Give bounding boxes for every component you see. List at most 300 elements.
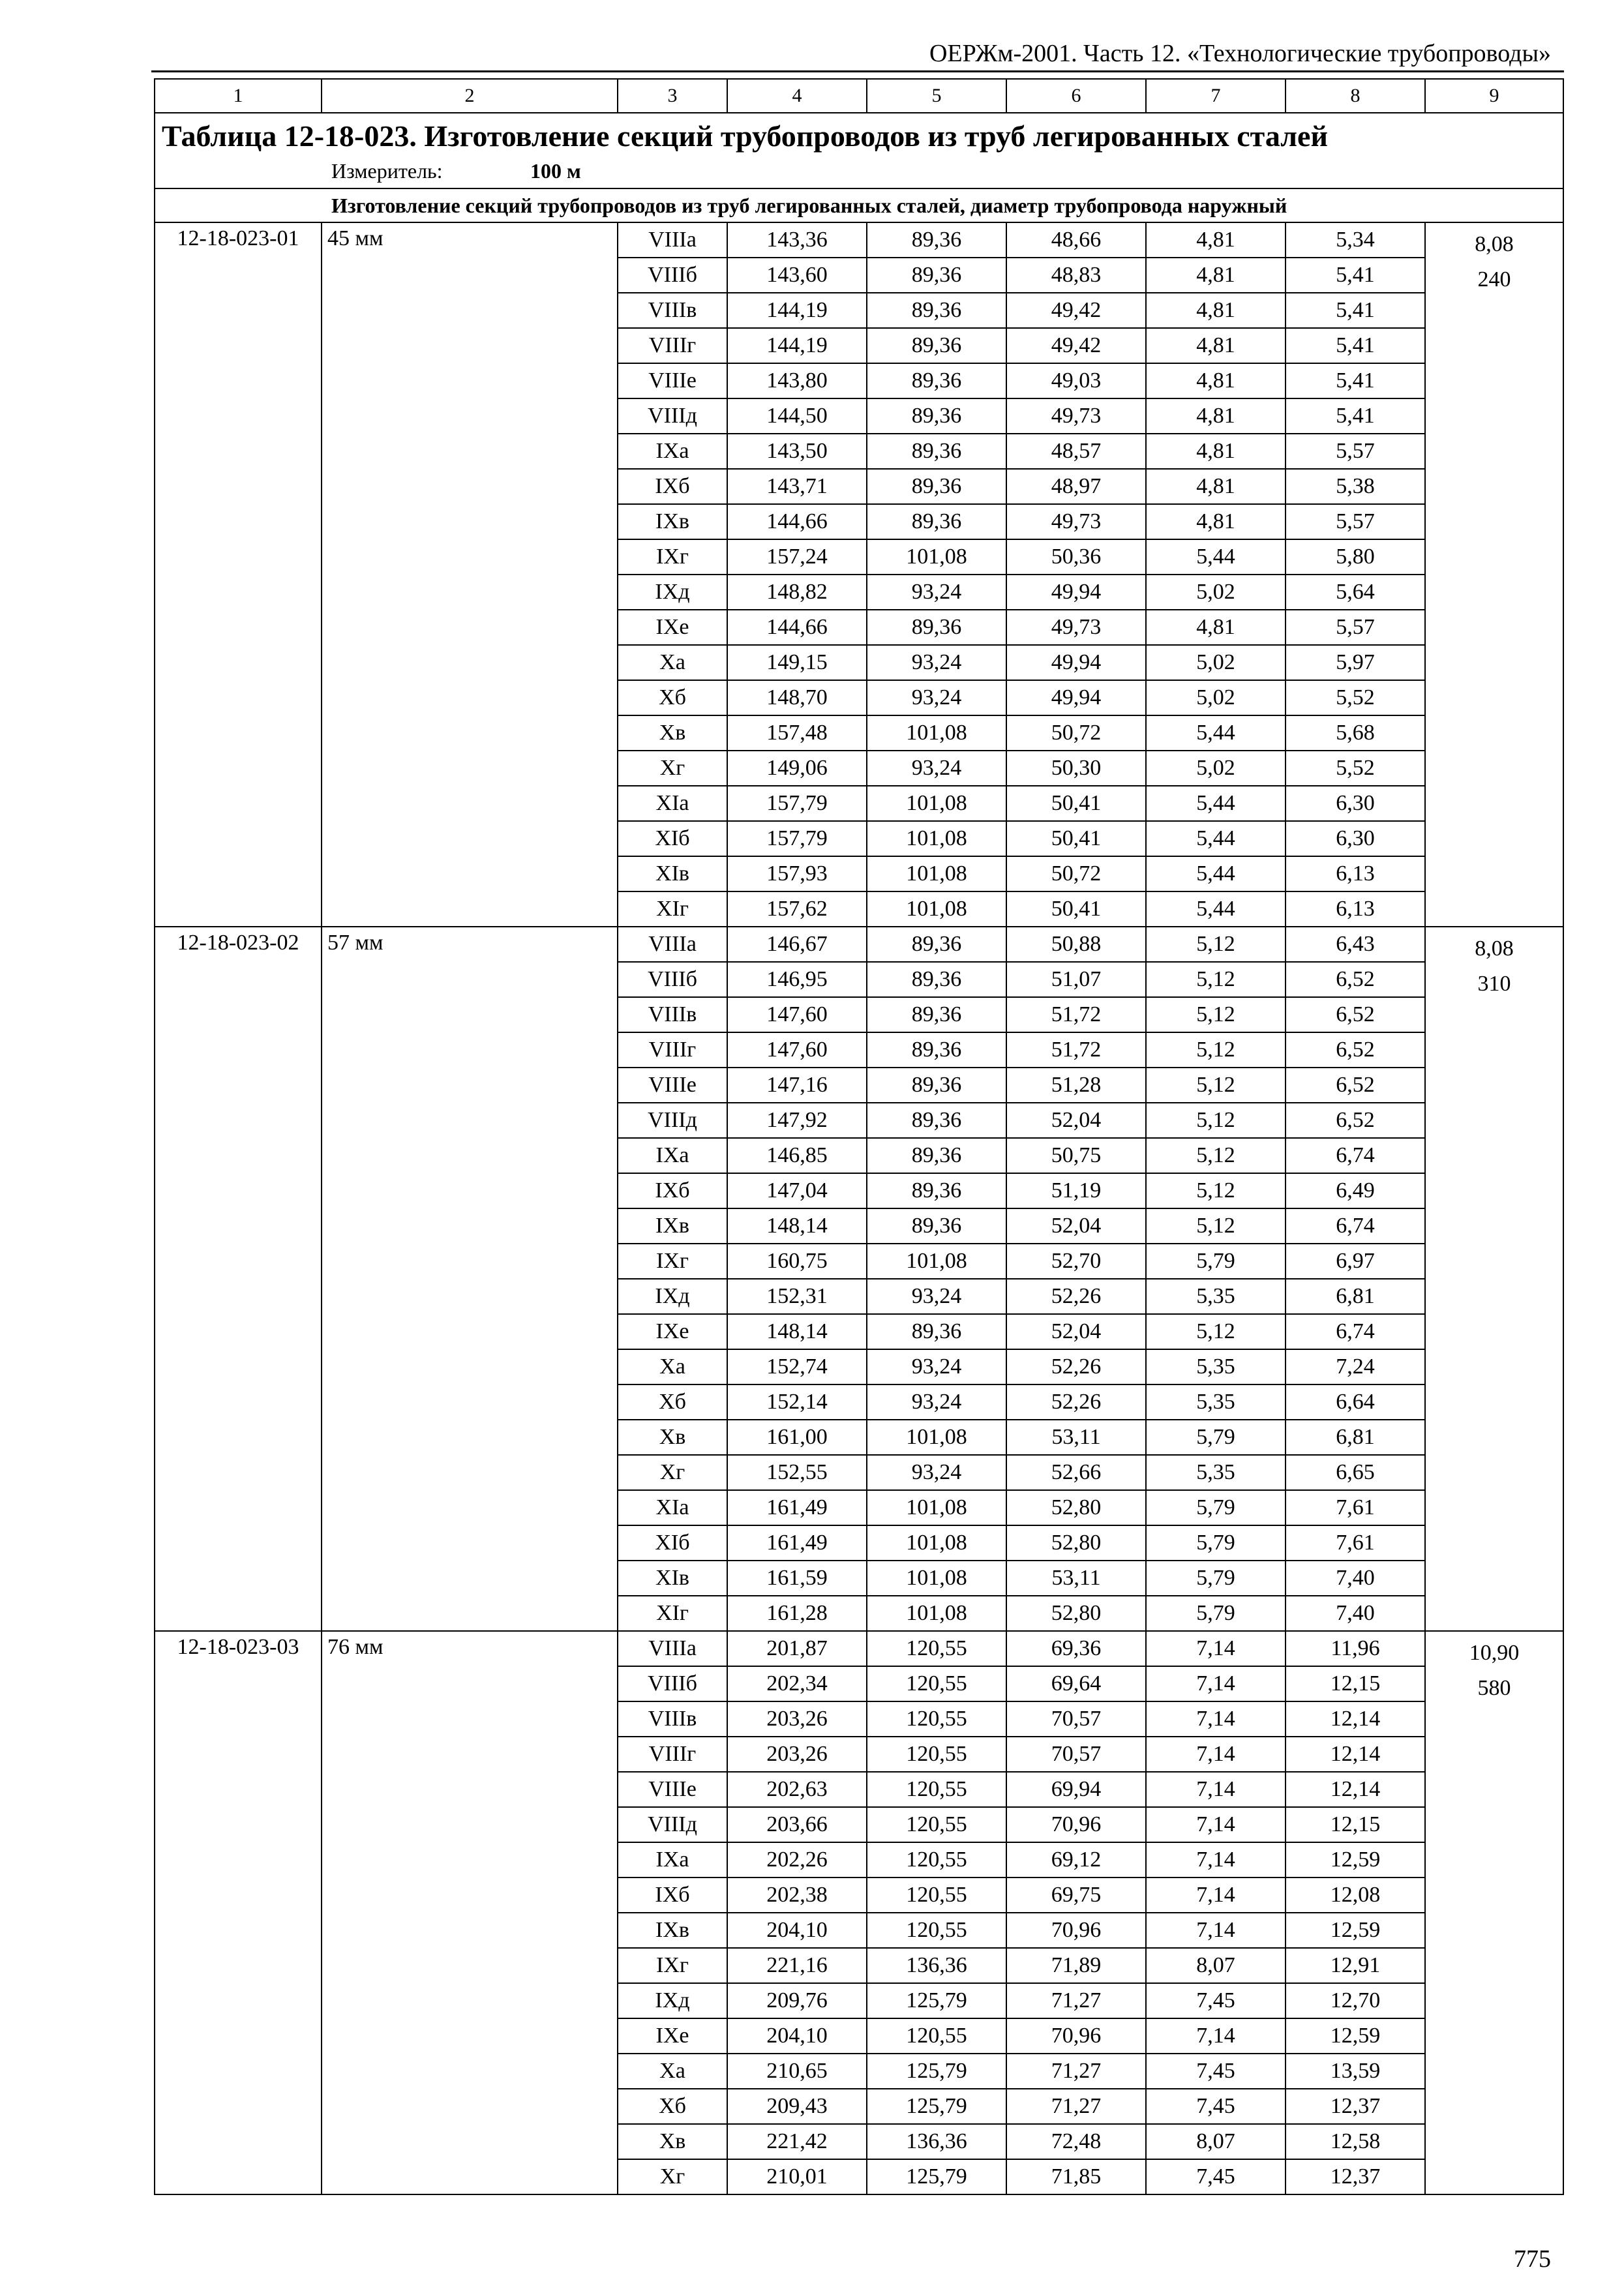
materials-cost: 5,52 xyxy=(1286,680,1425,715)
machine-cost: 69,12 xyxy=(1006,1842,1146,1878)
total-cost: 144,19 xyxy=(727,293,867,328)
wages-cost: 89,36 xyxy=(867,610,1006,645)
wages-cost: 101,08 xyxy=(867,786,1006,821)
machine-cost: 51,19 xyxy=(1006,1173,1146,1208)
materials-cost: 6,13 xyxy=(1286,891,1425,927)
materials-cost: 6,74 xyxy=(1286,1138,1425,1173)
machine-cost: 52,26 xyxy=(1006,1384,1146,1420)
total-cost: 143,60 xyxy=(727,258,867,293)
steel-group: IXб xyxy=(618,1173,727,1208)
machinist-wages: 7,45 xyxy=(1146,2089,1286,2124)
machine-cost: 71,85 xyxy=(1006,2159,1146,2194)
wages-cost: 93,24 xyxy=(867,575,1006,610)
steel-group: IXд xyxy=(618,575,727,610)
pipe-diameter: 45 мм xyxy=(322,222,618,927)
materials-cost: 12,58 xyxy=(1286,2124,1425,2159)
machine-cost: 49,94 xyxy=(1006,575,1146,610)
total-cost: 209,76 xyxy=(727,1983,867,2018)
materials-cost: 5,57 xyxy=(1286,610,1425,645)
wages-cost: 120,55 xyxy=(867,1772,1006,1807)
machinist-wages: 5,35 xyxy=(1146,1384,1286,1420)
total-cost: 203,26 xyxy=(727,1701,867,1737)
machine-cost: 70,96 xyxy=(1006,1807,1146,1842)
machine-cost: 71,27 xyxy=(1006,1983,1146,2018)
machine-cost: 52,26 xyxy=(1006,1349,1146,1384)
total-cost: 161,59 xyxy=(727,1561,867,1596)
steel-group: XIб xyxy=(618,1525,727,1561)
machinist-wages: 5,12 xyxy=(1146,1138,1286,1173)
machine-cost: 50,41 xyxy=(1006,891,1146,927)
materials-cost: 5,57 xyxy=(1286,504,1425,539)
steel-group: VIIIб xyxy=(618,962,727,997)
materials-cost: 6,81 xyxy=(1286,1420,1425,1455)
machinist-wages: 7,14 xyxy=(1146,2018,1286,2054)
machinist-wages: 7,14 xyxy=(1146,1631,1286,1666)
mass-value: 240 xyxy=(1477,267,1511,292)
total-cost: 204,10 xyxy=(727,2018,867,2054)
table-row xyxy=(155,222,1563,258)
total-cost: 210,01 xyxy=(727,2159,867,2194)
machinist-wages: 4,81 xyxy=(1146,610,1286,645)
wages-cost: 89,36 xyxy=(867,962,1006,997)
machine-cost: 50,30 xyxy=(1006,751,1146,786)
total-cost: 161,49 xyxy=(727,1490,867,1525)
machine-cost: 52,04 xyxy=(1006,1314,1146,1349)
materials-cost: 11,96 xyxy=(1286,1631,1425,1666)
machinist-wages: 5,44 xyxy=(1146,715,1286,751)
machine-cost: 50,72 xyxy=(1006,715,1146,751)
steel-group: IXа xyxy=(618,1842,727,1878)
machine-cost: 72,48 xyxy=(1006,2124,1146,2159)
labor-value: 8,08 xyxy=(1475,936,1514,961)
steel-group: VIIIг xyxy=(618,328,727,363)
steel-group: VIIIд xyxy=(618,398,727,434)
materials-cost: 12,08 xyxy=(1286,1878,1425,1913)
materials-cost: 12,70 xyxy=(1286,1983,1425,2018)
steel-group: XIв xyxy=(618,1561,727,1596)
machine-cost: 49,94 xyxy=(1006,645,1146,680)
labor-and-mass xyxy=(1425,927,1563,1631)
wages-cost: 120,55 xyxy=(867,1842,1006,1878)
total-cost: 143,80 xyxy=(727,363,867,398)
wages-cost: 120,55 xyxy=(867,1701,1006,1737)
total-cost: 203,66 xyxy=(727,1807,867,1842)
machinist-wages: 7,14 xyxy=(1146,1701,1286,1737)
wages-cost: 120,55 xyxy=(867,1913,1006,1948)
machine-cost: 49,42 xyxy=(1006,328,1146,363)
machinist-wages: 7,14 xyxy=(1146,1807,1286,1842)
machine-cost: 52,26 xyxy=(1006,1279,1146,1314)
machine-cost: 52,80 xyxy=(1006,1596,1146,1631)
table-title-cell xyxy=(155,113,1563,188)
norm-code: 12-18-023-02 xyxy=(155,927,322,1631)
materials-cost: 7,24 xyxy=(1286,1349,1425,1384)
machinist-wages: 5,35 xyxy=(1146,1349,1286,1384)
materials-cost: 5,64 xyxy=(1286,575,1425,610)
machinist-wages: 5,12 xyxy=(1146,1103,1286,1138)
wages-cost: 89,36 xyxy=(867,997,1006,1032)
total-cost: 147,60 xyxy=(727,1032,867,1068)
machine-cost: 52,70 xyxy=(1006,1244,1146,1279)
machine-cost: 52,04 xyxy=(1006,1103,1146,1138)
mass-value: 580 xyxy=(1477,1676,1511,1700)
wages-cost: 93,24 xyxy=(867,1349,1006,1384)
steel-group: VIIIа xyxy=(618,1631,727,1666)
steel-group: IXв xyxy=(618,504,727,539)
wages-cost: 89,36 xyxy=(867,1173,1006,1208)
machinist-wages: 5,12 xyxy=(1146,1032,1286,1068)
wages-cost: 120,55 xyxy=(867,1666,1006,1701)
machine-cost: 69,75 xyxy=(1006,1878,1146,1913)
steel-group: IXе xyxy=(618,1314,727,1349)
materials-cost: 12,15 xyxy=(1286,1666,1425,1701)
machine-cost: 48,57 xyxy=(1006,434,1146,469)
wages-cost: 89,36 xyxy=(867,328,1006,363)
total-cost: 148,14 xyxy=(727,1314,867,1349)
machine-cost: 69,94 xyxy=(1006,1772,1146,1807)
page-number: 775 xyxy=(1514,2245,1551,2273)
machinist-wages: 5,44 xyxy=(1146,856,1286,891)
machine-cost: 50,41 xyxy=(1006,786,1146,821)
column-number-row xyxy=(155,79,1563,113)
machine-cost: 50,41 xyxy=(1006,821,1146,856)
wages-cost: 120,55 xyxy=(867,1878,1006,1913)
materials-cost: 7,40 xyxy=(1286,1596,1425,1631)
total-cost: 221,42 xyxy=(727,2124,867,2159)
materials-cost: 12,37 xyxy=(1286,2159,1425,2194)
column-number: 1 xyxy=(155,79,322,113)
machine-cost: 48,66 xyxy=(1006,222,1146,258)
machinist-wages: 7,14 xyxy=(1146,1666,1286,1701)
total-cost: 157,62 xyxy=(727,891,867,927)
wages-cost: 120,55 xyxy=(867,1737,1006,1772)
wages-cost: 101,08 xyxy=(867,856,1006,891)
steel-group: Xб xyxy=(618,1384,727,1420)
materials-cost: 12,91 xyxy=(1286,1948,1425,1983)
machine-cost: 52,80 xyxy=(1006,1525,1146,1561)
steel-group: IXе xyxy=(618,2018,727,2054)
machine-cost: 49,03 xyxy=(1006,363,1146,398)
wages-cost: 136,36 xyxy=(867,1948,1006,1983)
labor-and-mass xyxy=(1425,222,1563,927)
materials-cost: 5,41 xyxy=(1286,398,1425,434)
materials-cost: 5,38 xyxy=(1286,469,1425,504)
machine-cost: 52,04 xyxy=(1006,1208,1146,1244)
materials-cost: 6,30 xyxy=(1286,786,1425,821)
steel-group: Xа xyxy=(618,2054,727,2089)
column-number: 9 xyxy=(1425,79,1563,113)
machinist-wages: 4,81 xyxy=(1146,434,1286,469)
machinist-wages: 5,44 xyxy=(1146,821,1286,856)
wages-cost: 89,36 xyxy=(867,1068,1006,1103)
materials-cost: 6,52 xyxy=(1286,1068,1425,1103)
steel-group: Xг xyxy=(618,751,727,786)
materials-cost: 12,59 xyxy=(1286,1913,1425,1948)
steel-group: VIIIв xyxy=(618,997,727,1032)
wages-cost: 89,36 xyxy=(867,504,1006,539)
pipe-diameter: 76 мм xyxy=(322,1631,618,2194)
unit-row xyxy=(162,155,1563,188)
machinist-wages: 7,14 xyxy=(1146,1878,1286,1913)
wages-cost: 89,36 xyxy=(867,1103,1006,1138)
wages-cost: 120,55 xyxy=(867,1631,1006,1666)
steel-group: VIIIв xyxy=(618,293,727,328)
materials-cost: 6,43 xyxy=(1286,927,1425,962)
table-row xyxy=(155,1631,1563,1666)
machine-cost: 52,80 xyxy=(1006,1490,1146,1525)
total-cost: 157,24 xyxy=(727,539,867,575)
machine-cost: 48,83 xyxy=(1006,258,1146,293)
machine-cost: 51,28 xyxy=(1006,1068,1146,1103)
wages-cost: 89,36 xyxy=(867,222,1006,258)
materials-cost: 12,14 xyxy=(1286,1737,1425,1772)
steel-group: IXв xyxy=(618,1913,727,1948)
machinist-wages: 7,14 xyxy=(1146,1842,1286,1878)
total-cost: 157,79 xyxy=(727,821,867,856)
total-cost: 147,92 xyxy=(727,1103,867,1138)
machinist-wages: 4,81 xyxy=(1146,363,1286,398)
total-cost: 152,74 xyxy=(727,1349,867,1384)
machinist-wages: 5,02 xyxy=(1146,575,1286,610)
materials-cost: 7,40 xyxy=(1286,1561,1425,1596)
machinist-wages: 5,79 xyxy=(1146,1561,1286,1596)
steel-group: IXг xyxy=(618,1244,727,1279)
machinist-wages: 5,12 xyxy=(1146,962,1286,997)
machine-cost: 69,36 xyxy=(1006,1631,1146,1666)
steel-group: XIг xyxy=(618,1596,727,1631)
wages-cost: 101,08 xyxy=(867,1490,1006,1525)
materials-cost: 5,41 xyxy=(1286,293,1425,328)
total-cost: 210,65 xyxy=(727,2054,867,2089)
machinist-wages: 4,81 xyxy=(1146,328,1286,363)
total-cost: 202,34 xyxy=(727,1666,867,1701)
materials-cost: 6,49 xyxy=(1286,1173,1425,1208)
materials-cost: 6,52 xyxy=(1286,1103,1425,1138)
materials-cost: 5,57 xyxy=(1286,434,1425,469)
wages-cost: 89,36 xyxy=(867,469,1006,504)
table-title-row xyxy=(155,113,1563,188)
labor-value: 10,90 xyxy=(1469,1641,1520,1665)
machine-cost: 70,96 xyxy=(1006,2018,1146,2054)
wages-cost: 89,36 xyxy=(867,258,1006,293)
materials-cost: 6,97 xyxy=(1286,1244,1425,1279)
machine-cost: 49,73 xyxy=(1006,504,1146,539)
materials-cost: 5,97 xyxy=(1286,645,1425,680)
materials-cost: 6,52 xyxy=(1286,962,1425,997)
total-cost: 201,87 xyxy=(727,1631,867,1666)
machine-cost: 51,72 xyxy=(1006,1032,1146,1068)
machinist-wages: 5,79 xyxy=(1146,1420,1286,1455)
total-cost: 160,75 xyxy=(727,1244,867,1279)
wages-cost: 136,36 xyxy=(867,2124,1006,2159)
total-cost: 147,16 xyxy=(727,1068,867,1103)
wages-cost: 93,24 xyxy=(867,645,1006,680)
wages-cost: 101,08 xyxy=(867,821,1006,856)
mass-value: 310 xyxy=(1477,972,1511,996)
total-cost: 147,60 xyxy=(727,997,867,1032)
machine-cost: 49,73 xyxy=(1006,398,1146,434)
total-cost: 157,79 xyxy=(727,786,867,821)
machinist-wages: 5,12 xyxy=(1146,1068,1286,1103)
steel-group: VIIIд xyxy=(618,1807,727,1842)
machine-cost: 48,97 xyxy=(1006,469,1146,504)
column-number: 3 xyxy=(618,79,727,113)
machinist-wages: 5,12 xyxy=(1146,1208,1286,1244)
materials-cost: 6,74 xyxy=(1286,1208,1425,1244)
machine-cost: 49,42 xyxy=(1006,293,1146,328)
total-cost: 146,85 xyxy=(727,1138,867,1173)
machine-cost: 50,36 xyxy=(1006,539,1146,575)
total-cost: 161,00 xyxy=(727,1420,867,1455)
machine-cost: 52,66 xyxy=(1006,1455,1146,1490)
machine-cost: 71,89 xyxy=(1006,1948,1146,1983)
column-number: 5 xyxy=(867,79,1006,113)
table-title: Таблица 12-18-023. Изготовление секций трубопроводов из труб легированных сталей xyxy=(162,119,1328,153)
page-header: ОЕРЖм-2001. Часть 12. «Технологические трубопроводы» xyxy=(929,40,1551,67)
machinist-wages: 5,02 xyxy=(1146,645,1286,680)
table-row xyxy=(155,927,1563,962)
wages-cost: 89,36 xyxy=(867,1314,1006,1349)
norms-table xyxy=(154,78,1564,2195)
materials-cost: 5,34 xyxy=(1286,222,1425,258)
total-cost: 146,95 xyxy=(727,962,867,997)
steel-group: XIа xyxy=(618,786,727,821)
wages-cost: 89,36 xyxy=(867,363,1006,398)
pipe-diameter: 57 мм xyxy=(322,927,618,1631)
machinist-wages: 5,44 xyxy=(1146,539,1286,575)
materials-cost: 6,65 xyxy=(1286,1455,1425,1490)
machine-cost: 71,27 xyxy=(1006,2054,1146,2089)
wages-cost: 93,24 xyxy=(867,1455,1006,1490)
materials-cost: 5,52 xyxy=(1286,751,1425,786)
total-cost: 157,48 xyxy=(727,715,867,751)
wages-cost: 89,36 xyxy=(867,434,1006,469)
total-cost: 147,04 xyxy=(727,1173,867,1208)
steel-group: Xв xyxy=(618,1420,727,1455)
total-cost: 203,26 xyxy=(727,1737,867,1772)
wages-cost: 101,08 xyxy=(867,1596,1006,1631)
steel-group: VIIIе xyxy=(618,1772,727,1807)
steel-group: Xа xyxy=(618,1349,727,1384)
machine-cost: 70,96 xyxy=(1006,1913,1146,1948)
wages-cost: 89,36 xyxy=(867,1032,1006,1068)
total-cost: 157,93 xyxy=(727,856,867,891)
steel-group: Xб xyxy=(618,2089,727,2124)
total-cost: 209,43 xyxy=(727,2089,867,2124)
steel-group: IXг xyxy=(618,1948,727,1983)
materials-cost: 6,52 xyxy=(1286,1032,1425,1068)
steel-group: VIIIд xyxy=(618,1103,727,1138)
machinist-wages: 7,45 xyxy=(1146,2159,1286,2194)
machinist-wages: 4,81 xyxy=(1146,398,1286,434)
materials-cost: 12,37 xyxy=(1286,2089,1425,2124)
machine-cost: 50,88 xyxy=(1006,927,1146,962)
machinist-wages: 5,35 xyxy=(1146,1455,1286,1490)
norm-code: 12-18-023-03 xyxy=(155,1631,322,2194)
machinist-wages: 5,35 xyxy=(1146,1279,1286,1314)
steel-group: VIIIе xyxy=(618,363,727,398)
machinist-wages: 8,07 xyxy=(1146,1948,1286,1983)
total-cost: 143,50 xyxy=(727,434,867,469)
subheading: Изготовление секций трубопроводов из труб легированных сталей, диаметр трубопровода наружный xyxy=(155,188,1563,222)
steel-group: VIIIе xyxy=(618,1068,727,1103)
labor-and-mass xyxy=(1425,1631,1563,2194)
machine-cost: 49,73 xyxy=(1006,610,1146,645)
machinist-wages: 5,79 xyxy=(1146,1596,1286,1631)
machine-cost: 51,72 xyxy=(1006,997,1146,1032)
steel-group: VIIIа xyxy=(618,222,727,258)
wages-cost: 125,79 xyxy=(867,2089,1006,2124)
steel-group: XIв xyxy=(618,856,727,891)
total-cost: 148,70 xyxy=(727,680,867,715)
steel-group: XIг xyxy=(618,891,727,927)
wages-cost: 101,08 xyxy=(867,891,1006,927)
machinist-wages: 5,12 xyxy=(1146,927,1286,962)
total-cost: 143,36 xyxy=(727,222,867,258)
total-cost: 149,06 xyxy=(727,751,867,786)
machinist-wages: 7,14 xyxy=(1146,1913,1286,1948)
wages-cost: 125,79 xyxy=(867,1983,1006,2018)
machinist-wages: 5,44 xyxy=(1146,891,1286,927)
wages-cost: 93,24 xyxy=(867,680,1006,715)
machinist-wages: 7,45 xyxy=(1146,1983,1286,2018)
steel-group: IXе xyxy=(618,610,727,645)
steel-group: VIIIб xyxy=(618,1666,727,1701)
total-cost: 204,10 xyxy=(727,1913,867,1948)
machinist-wages: 7,14 xyxy=(1146,1737,1286,1772)
materials-cost: 5,41 xyxy=(1286,328,1425,363)
wages-cost: 93,24 xyxy=(867,1384,1006,1420)
materials-cost: 5,68 xyxy=(1286,715,1425,751)
wages-cost: 125,79 xyxy=(867,2159,1006,2194)
materials-cost: 5,80 xyxy=(1286,539,1425,575)
norm-code: 12-18-023-01 xyxy=(155,222,322,927)
wages-cost: 101,08 xyxy=(867,539,1006,575)
machinist-wages: 4,81 xyxy=(1146,469,1286,504)
machine-cost: 70,57 xyxy=(1006,1737,1146,1772)
machinist-wages: 4,81 xyxy=(1146,258,1286,293)
wages-cost: 101,08 xyxy=(867,1420,1006,1455)
wages-cost: 93,24 xyxy=(867,1279,1006,1314)
machine-cost: 53,11 xyxy=(1006,1420,1146,1455)
machinist-wages: 5,44 xyxy=(1146,786,1286,821)
machinist-wages: 5,79 xyxy=(1146,1525,1286,1561)
total-cost: 144,19 xyxy=(727,328,867,363)
total-cost: 144,66 xyxy=(727,610,867,645)
steel-group: Xв xyxy=(618,715,727,751)
total-cost: 152,14 xyxy=(727,1384,867,1420)
unit-label: Измеритель: xyxy=(331,159,443,183)
subheading-row xyxy=(155,188,1563,222)
total-cost: 152,31 xyxy=(727,1279,867,1314)
labor-value: 8,08 xyxy=(1475,232,1514,256)
total-cost: 161,28 xyxy=(727,1596,867,1631)
steel-group: IXа xyxy=(618,434,727,469)
steel-group: VIIIг xyxy=(618,1737,727,1772)
materials-cost: 12,14 xyxy=(1286,1701,1425,1737)
wages-cost: 89,36 xyxy=(867,1138,1006,1173)
steel-group: IXб xyxy=(618,469,727,504)
machinist-wages: 4,81 xyxy=(1146,222,1286,258)
total-cost: 149,15 xyxy=(727,645,867,680)
unit-value: 100 м xyxy=(530,159,581,183)
steel-group: Xв xyxy=(618,2124,727,2159)
steel-group: XIа xyxy=(618,1490,727,1525)
materials-cost: 5,41 xyxy=(1286,258,1425,293)
total-cost: 146,67 xyxy=(727,927,867,962)
wages-cost: 89,36 xyxy=(867,1208,1006,1244)
steel-group: Xб xyxy=(618,680,727,715)
